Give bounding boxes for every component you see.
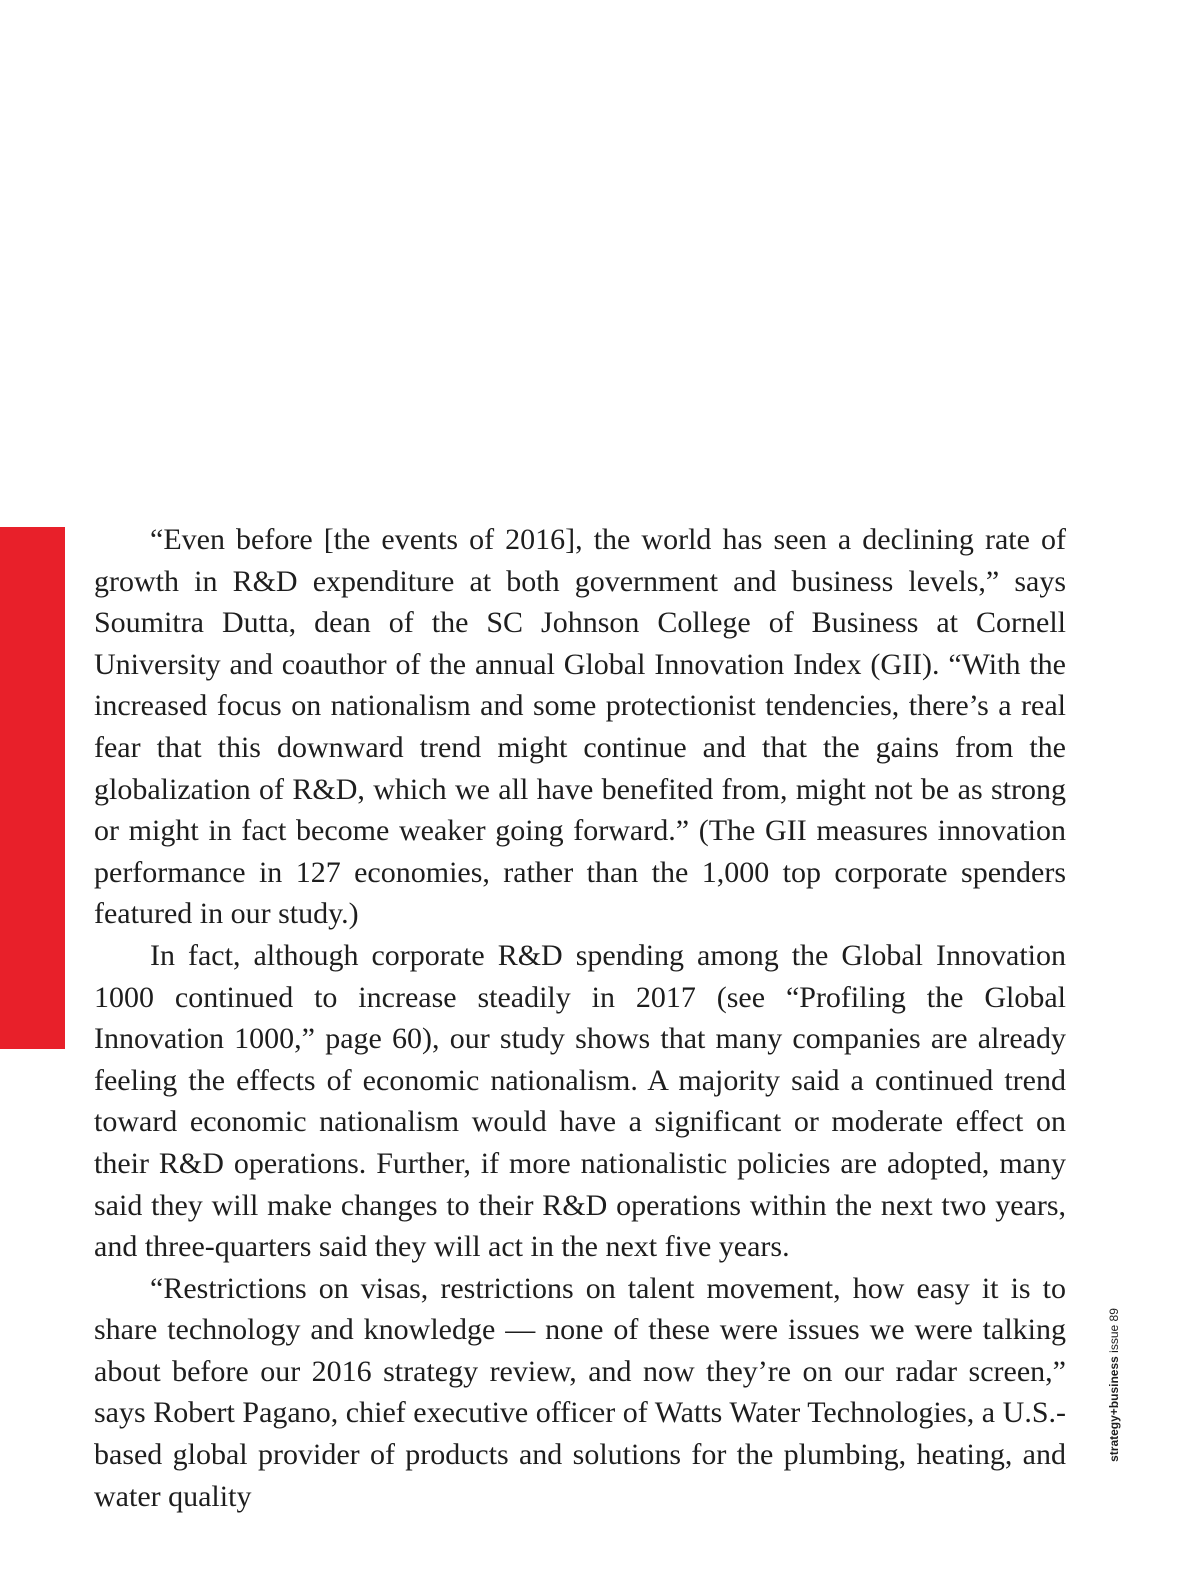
section-tab	[0, 527, 65, 1542]
issue-number: issue 89	[1107, 1308, 1121, 1353]
article-paragraph-2: In fact, although corporate R&D spending among the Global Innovation 1000 continued to increase steadily in 2017 (see “Profiling the Global Innovation 1000,” page 60), our study shows that many companies are already feeling the effects of economic nationalism. A majority said a continued trend toward economic nationalism would have a significant or moderate effect on their R&D operations. Further, if more nationalistic policies are adopted, many said they will make changes to their R&D operations within the next two years, and three-quarters said they will act in the next five years.	[94, 938, 1066, 1264]
section-label	[22, 1107, 43, 1274]
section-separator: |	[22, 1169, 43, 1175]
article-paragraph-1: “Even before [the events of 2016], the world has seen a declining rate of growth in R&D expenditure at both government and business levels,” says Soumitra Dutta, dean of the SC Johnson College of Business at Cornell University and coauthor of the annual Global Innovation Index (GII). “With the increased focus on nationalism and some protectionist tendencies, there’s a real fear that this downward trend might continue and that the gains from the globalization of R&D, which we all have benefited from, might not be as strong or might in fact become weaker going forward.” (The GII measures innovation performance in 127 economies, rather than the 1,000 top corporate spenders featured in our study.)	[94, 523, 1066, 931]
magazine-folio	[1107, 1308, 1121, 1462]
article-paragraph-3: “Restrictions on visas, restrictions on talent movement, how easy it is to share technology and knowledge — none of these were issues we were talking about before our 2016 strategy review, and now they’re on our radar screen,” says Robert Pagano, chief executive officer of Watts Water Technologies, a U.S.-based global provider of products and solutions for the plumbing, heating, and water quality	[94, 1271, 1066, 1513]
page-number: 58	[24, 1525, 41, 1542]
magazine-name: strategy+business	[1107, 1356, 1121, 1462]
section-topic: innovation	[22, 1177, 43, 1274]
section-kicker: feature	[22, 1106, 43, 1167]
article-body	[94, 519, 1066, 1517]
